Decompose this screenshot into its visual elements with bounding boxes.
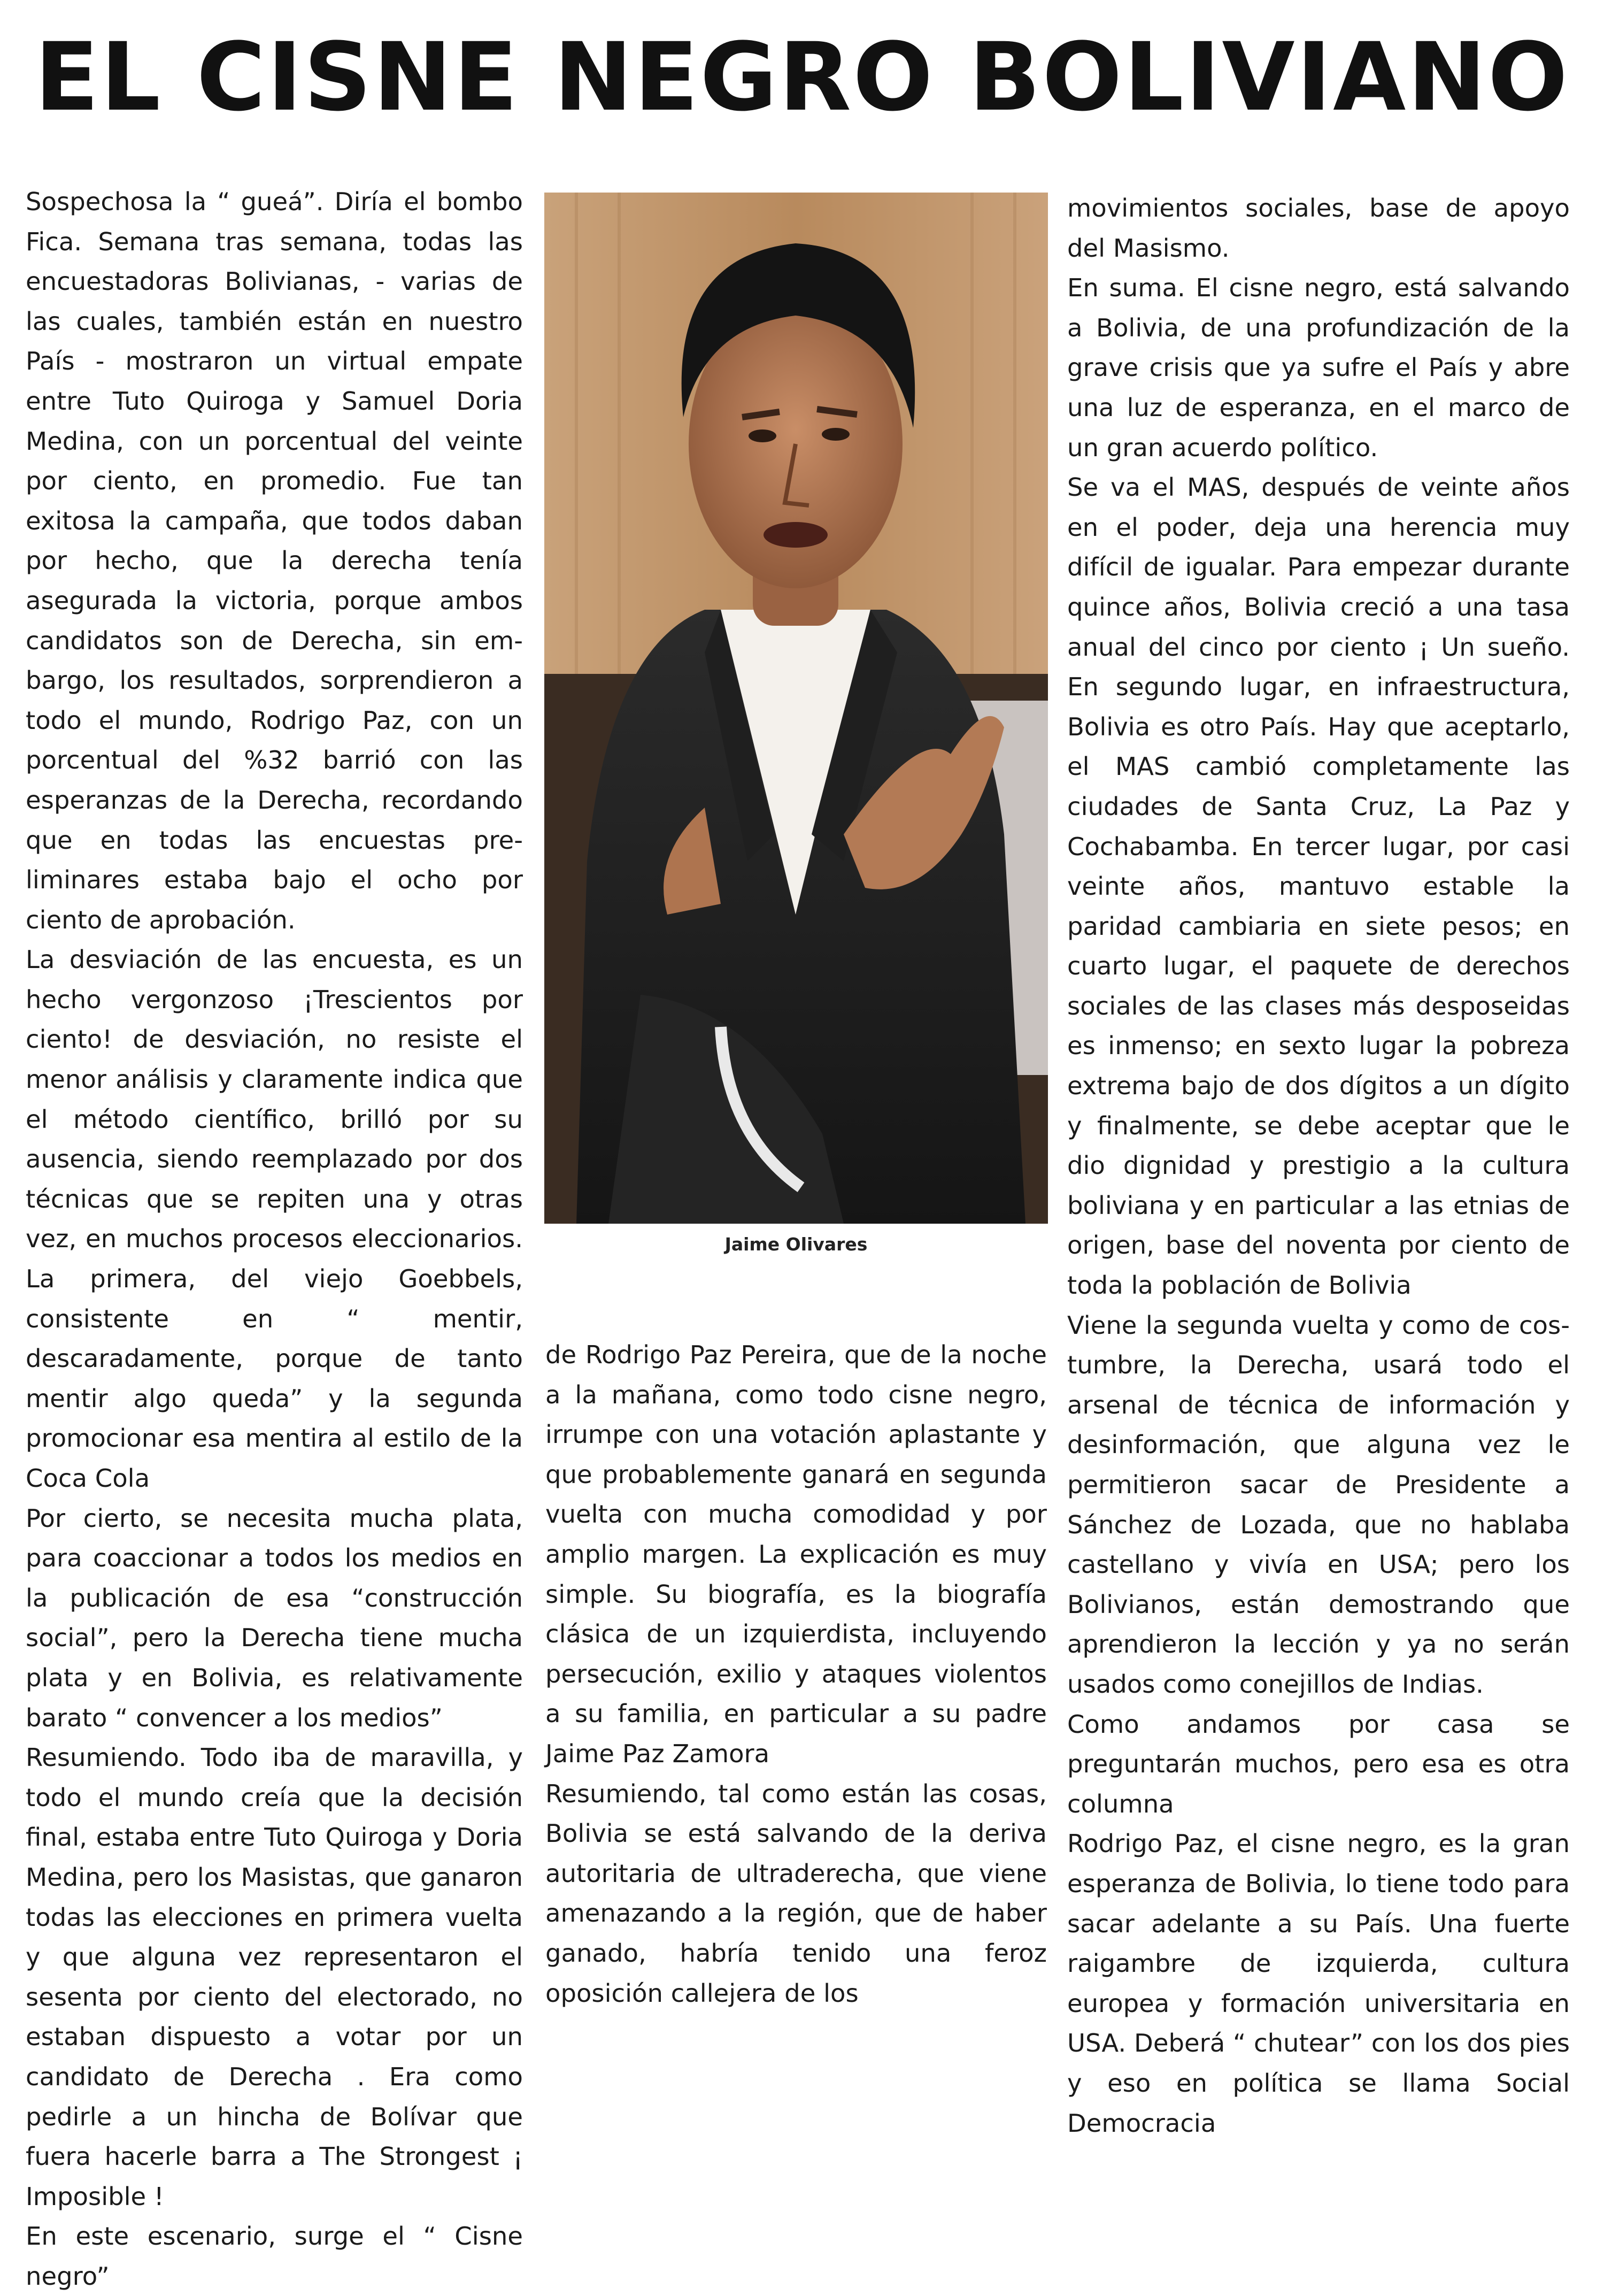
article-paragraph: La desviación de las encuesta, es un hecho vergonzoso ¡Trescientos por ciento! de desviación, no resiste el menor análisis y claramente indica que el método científico, brilló por su ausencia, siendo reemplazado por dos técnicas que se repiten una y otras vez, en muchos procesos eleccionarios. La primera, del viejo Goebbels, consistente en “ mentir, descaradamente, porque de tanto mentir algo queda” y la segunda promocionar esa mentira al estilo de la Coca Cola [26,945,523,1493]
article-paragraph: En este escenario, surge el “ Cisne negro” [26,2222,523,2291]
article-column-left [26,182,523,2291]
photo-caption: Jaime Olivares [724,1234,868,1255]
article-paragraph: Resumiendo. Todo iba de maravilla, y todo el mundo creía que la decisión final, estaba entre Tuto Quiroga y Doria Medina, pero los Masistas, que ganaron todas las elecciones en primera vuelta y que alguna vez representaron el sesenta por ciento del electorado, no estaban dispuesto a votar por un candidato de Derecha . Era como pedirle a un hincha de Bolívar que fuera hacerle barra a The Strongest ¡ Imposible ! [26,1743,523,2211]
article-paragraph: Como andamos por casa se preguntarán muchos, pero esa es otra columna [1067,1709,1570,1818]
portrait-photo [544,193,1048,1224]
headline: EL CISNE NEGRO BOLIVIANO [34,22,1570,132]
article-paragraph: Rodrigo Paz, el cisne negro, es la gran esperanza de Bolivia, lo tiene todo para sacar adelante a su País. Una fuerte raigambre de izquierda, cultura europea y formación universitaria en USA. Deberá “ chutear” con los dos pies y eso en política se llama Social Democracia [1067,1829,1570,2138]
article-paragraph: En suma. El cisne negro, está salvando a Bolivia, de una profundización de la grave crisis que ya sufre el País y abre una luz de esperanza, en el marco de un gran acuerdo político. [1067,273,1570,462]
article-column-right [1067,188,1570,2138]
article-column-middle [545,1335,1047,2008]
article-paragraph: de Rodrigo Paz Pereira, que de la noche a la mañana, como todo cisne negro, irrumpe con una votación aplastante y que probablemente ganará en segunda vuelta con mucha comodidad y por amplio margen. La explicación es muy simple. Su biografía, es la biografía clásica de un izquierdista, incluyendo persecución, exilio y ataques violentos a su familia, en particular a su padre Jaime Paz Zamora [545,1340,1047,1768]
article-paragraph: Resumiendo, tal como están las cosas, Bolivia se está salvando de la deriva autoritaria de ultraderecha, que viene amenazando a la región, que de haber ganado, habría tenido una feroz oposición callejera de los [545,1779,1047,2008]
article-paragraph: movimientos sociales, base de apoyo del Masismo. [1067,194,1570,263]
article-paragraph: Viene la segunda vuelta y como de costumbre, la Derecha, usará todo el arsenal de técnica de información y desinformación, que alguna vez le permitieron sacar de Presidente a Sánchez de Lozada, que no hablaba castellano y vivía en USA; pero los Bolivianos, están demostrando que aprendieron la lección y ya no serán usados como conejillos de Indias. [1067,1310,1570,1699]
article-paragraph: Por cierto, se necesita mucha plata, para coaccionar a todos los medios en la publicación de esa “construcción social”, pero la Derecha tiene mucha plata y en Bolivia, es relativamente barato “ convencer a los medios” [26,1503,523,1732]
portrait-illustration [544,193,1048,1224]
article-paragraph: Sospechosa la “ gueá”. Diría el bombo Fica. Semana tras semana, todas las encuestadoras Bolivianas, - varias de las cuales, también están en nuestro País - mostraron un virtual empate entre Tuto Quiroga y Samuel Doria Medina, con un porcentual del veinte por ciento, en promedio. Fue tan exitosa la campaña, que todos daban por hecho, que la derecha tenía asegurada la victoria, porque ambos candidatos son de Derecha, sin embargo, los resultados, sorprendieron a todo el mundo, Rodrigo Paz, con un porcentual del %32 barrió con las esperanzas de la Derecha, recordando que en todas las encuestas preliminares estaba bajo el ocho por ciento de aprobación. [26,187,523,934]
article-paragraph: Se va el MAS, después de veinte años en el poder, deja una herencia muy difícil de igualar. Para empezar durante quince años, Bolivia creció a una tasa anual del cinco por ciento ¡ Un sueño. En segundo lugar, en infraestructura, Bolivia es otro País. Hay que aceptarlo, el MAS cambió completamente las ciudades de Santa Cruz, La Paz y Cochabamba. En tercer lugar, por casi veinte años, mantuvo estable la paridad cambiaria en siete pesos; en cuarto lugar, el paquete de derechos sociales de las clases más desposeidas es inmenso; en sexto lugar la pobreza extrema bajo de dos dígitos a un dígito y finalmente, se debe aceptar que le dio dignidad y prestigio a la cultura boliviana y en particular a las etnias de origen, base del noventa por ciento de toda la población de Bolivia [1067,473,1570,1300]
